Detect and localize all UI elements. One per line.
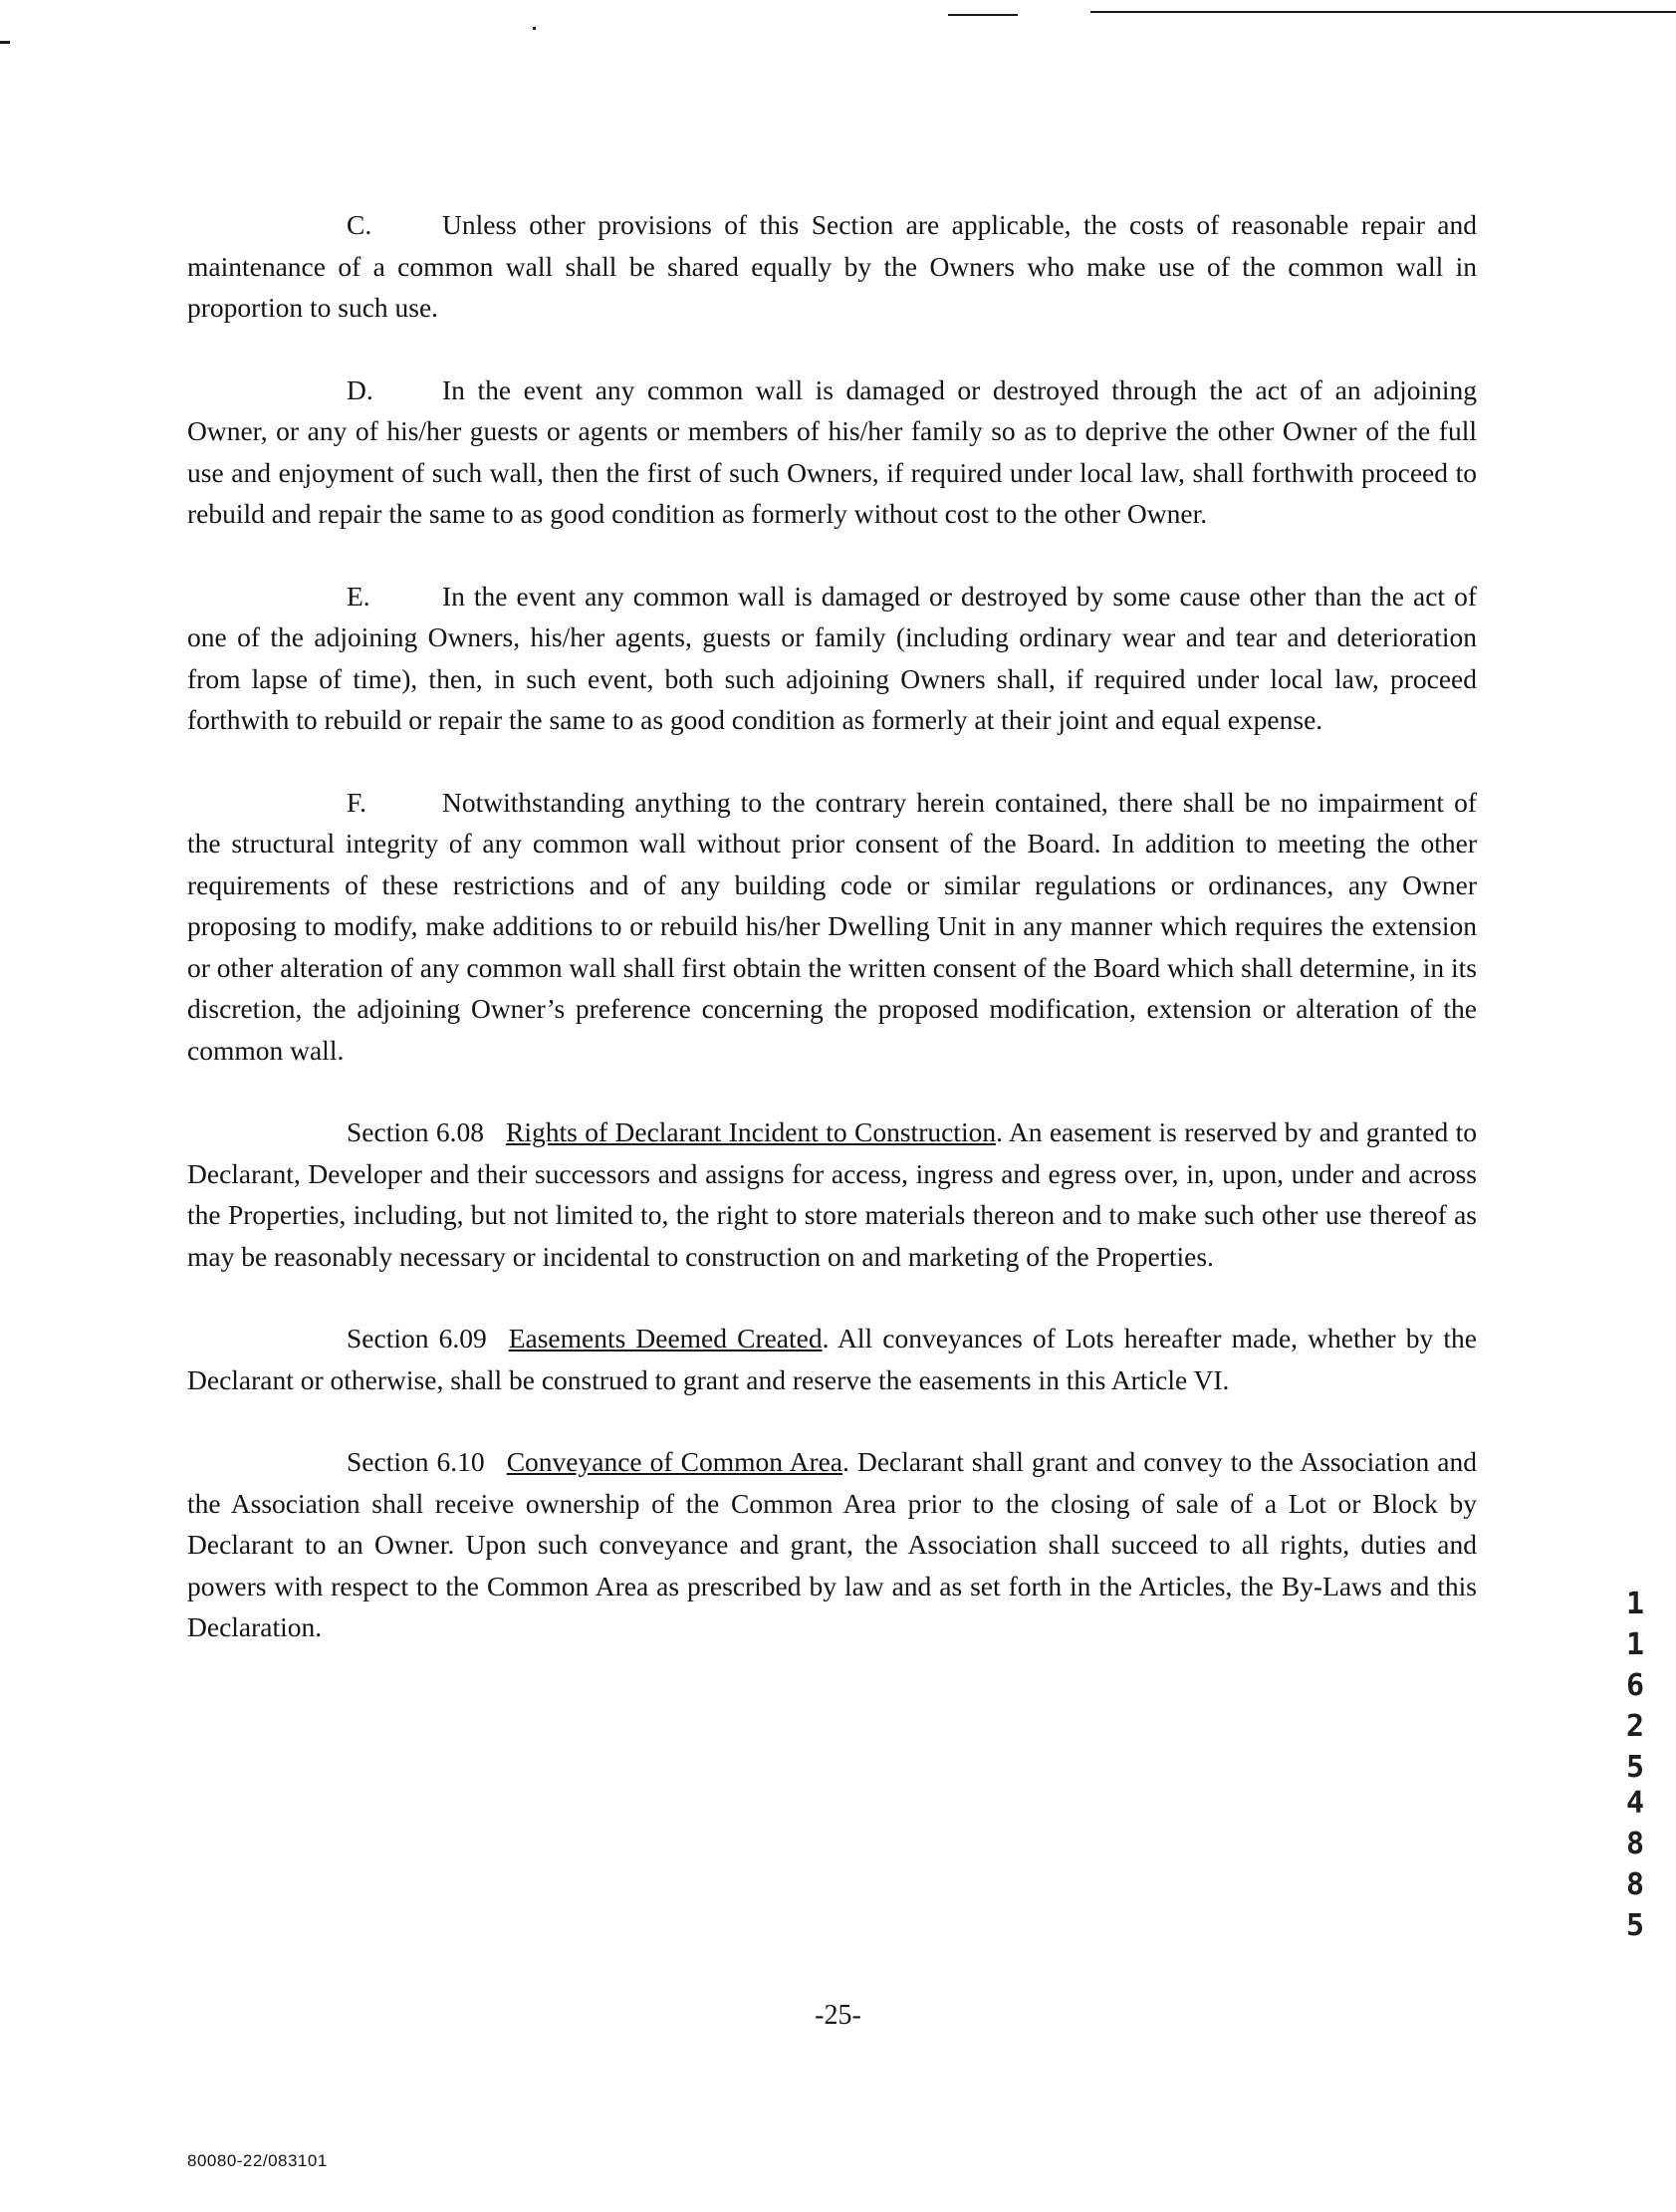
section-title: Easements Deemed Created <box>508 1323 823 1353</box>
paragraph-label: D. <box>347 373 373 405</box>
paragraph-d <box>187 369 1477 535</box>
section-6-09 <box>187 1318 1477 1400</box>
paragraph-label: F. <box>347 786 366 818</box>
section-title: Conveyance of Common Area <box>506 1446 843 1477</box>
scan-mark-left <box>0 41 10 44</box>
paragraph-text: In the event any common wall is damaged or destroyed through the act of an adjoining Owner, or any of his/her guests or agents or members of his/her family so as to deprive the other Owner of the full use and enjoyment of such wall, then the first of such Owners, if required under local law, shall forthwith proceed to rebuild and repair the same to as good condition as formerly without cost to the other Owner. <box>187 373 1477 529</box>
paragraph-text: Unless other provisions of this Section are applicable, the costs of reasonable repair and maintenance of a common wall shall be shared equally by the Owners who make use of the common wall in proportion to such use. <box>187 209 1477 323</box>
margin-stamp-upper <box>1615 1584 1655 1788</box>
section-text: . An easement is reserved by and granted to Declarant, Developer and their successors and assigns for access, ingress and egress over, in, upon, under and across the Properties, including, but not limited to, the right to store materials thereon and to make such other use thereof as may be reasonably necessary or incidental to construction on and marketing of the Properties. <box>187 1116 1477 1272</box>
paragraph-e <box>187 576 1477 741</box>
paragraph-f <box>187 782 1477 1072</box>
stamp-digit: 8 <box>1625 1867 1645 1902</box>
paragraph-text: Notwithstanding anything to the contrary herein contained, there shall be no impairment of the structural integrity of any common wall without prior consent of the Board. In addition to meeting the other requirements of these restrictions and of any building code or similar regulations or ordinances, any Owner proposing to modify, make additions to or rebuild his/her Dwelling Unit in any manner which requires the extension or other alteration of any common wall shall first obtain the written consent of the Board which shall determine, in its discretion, the adjoining Owner’s preference concerning the proposed modification, extension or alteration of the common wall. <box>187 786 1477 1066</box>
paragraph-label: E. <box>347 580 370 612</box>
paragraph-text: In the event any common wall is damaged or destroyed by some cause other than the act of one of the adjoining Owners, his/her agents, guests or family (including ordinary wear and tear and deterioration from lapse of time), then, in such event, both such adjoining Owners shall, if required under local law, proceed forthwith to rebuild or repair the same to as good condition as formerly at their joint and equal expense. <box>187 580 1477 735</box>
stamp-digit: 8 <box>1625 1827 1645 1861</box>
stamp-digit: 2 <box>1625 1709 1645 1744</box>
section-6-10 <box>187 1441 1477 1648</box>
stamp-digit: 5 <box>1625 1908 1645 1943</box>
section-text: . Declarant shall grant and convey to the Association and the Association shall receive ownership of the Common Area prior to the closing of sale of a Lot or Block by Declarant to an Owner. Upon such conveyance and grant, the Association shall succeed to all rights, duties and powers with respect to the Common Area as prescribed by law and as set forth in the Articles, the By-Laws and this Declaration. <box>187 1446 1477 1642</box>
stamp-digit: 5 <box>1625 1750 1645 1785</box>
document-code: 80080-22/083101 <box>187 2151 328 2170</box>
section-number: Section 6.09 <box>347 1323 487 1353</box>
stamp-digit: 1 <box>1625 1627 1645 1662</box>
margin-stamp-lower <box>1615 1783 1655 1946</box>
stamp-digit: 4 <box>1625 1786 1645 1821</box>
paragraph-label: C. <box>347 209 372 240</box>
scan-mark-top-short <box>948 14 1018 16</box>
paragraph-c <box>187 204 1477 329</box>
section-6-08 <box>187 1111 1477 1277</box>
page-number: -25- <box>815 2000 861 2031</box>
section-text: . All conveyances of Lots hereafter made, whether by the Declarant or otherwise, shall be construed to grant and reserve the easements in this Article VI. <box>187 1323 1477 1395</box>
document-body <box>187 204 1477 1689</box>
section-number: Section 6.08 <box>347 1116 484 1147</box>
scan-dot <box>533 27 536 30</box>
stamp-digit: 6 <box>1625 1668 1645 1703</box>
section-number: Section 6.10 <box>347 1446 485 1477</box>
section-title: Rights of Declarant Incident to Construction <box>506 1116 997 1147</box>
stamp-digit: 1 <box>1625 1587 1645 1621</box>
scan-mark-top-long <box>1090 11 1676 13</box>
